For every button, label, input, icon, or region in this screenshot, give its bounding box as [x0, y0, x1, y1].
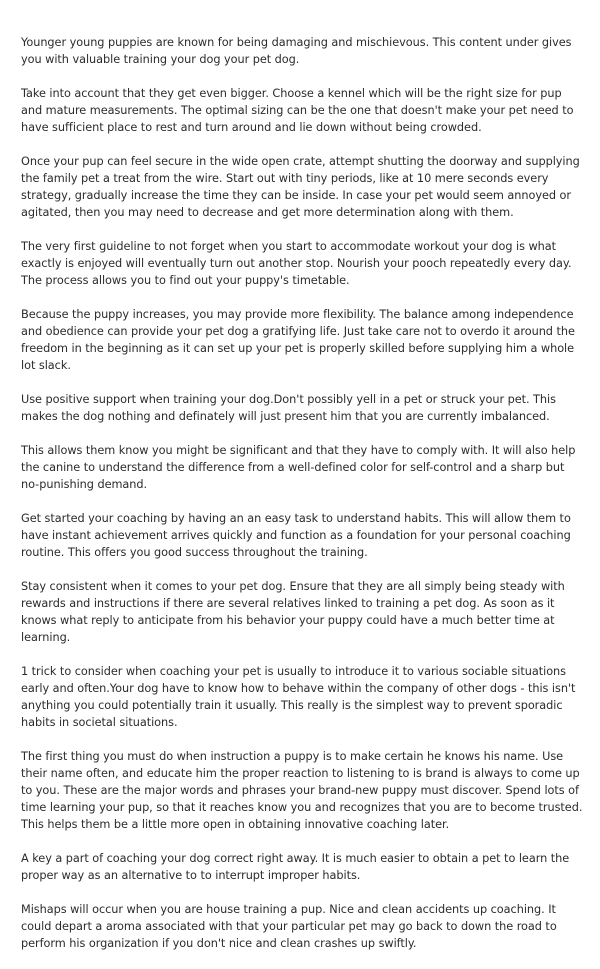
article-body	[21, 34, 583, 969]
paragraph-2: Take into account that they get even bigger. Choose a kennel which will be the right size for pup and mature measurements. The optimal sizing can be the one that doesn't make your pet need to have sufficient place to rest and turn around and lie down without being crowded.	[21, 87, 574, 134]
paragraph-5: Because the puppy increases, you may provide more flexibility. The balance among independence and obedience can provide your pet dog a gratifying life. Just take care not to overdo it around the freedom in the beginning as it can set up your pet is properly skilled before supplying him a whole lot slack.	[21, 308, 575, 372]
paragraph-6: Use positive support when training your dog.Don't possibly yell in a pet or struck your pet. This makes the dog nothing and definately will just present him that you are currently imbalanced.	[21, 393, 556, 423]
paragraph-8: Get started your coaching by having an an easy task to understand habits. This will allow them to have instant achievement arrives quickly and function as a foundation for your personal coaching routine. This offers you good success throughout the training.	[21, 512, 571, 559]
paragraph-4: The very first guideline to not forget when you start to accommodate workout your dog is what exactly is enjoyed will eventually turn out another stop. Nourish your pooch repeatedly every day. The process allows you to find out your puppy's timetable.	[21, 240, 572, 287]
paragraph-11: The first thing you must do when instruction a puppy is to make certain he knows his name. Use their name often, and educate him the proper reaction to listening to is brand is always to come up to you. These are the major words and phrases your brand-new puppy must discover. Spend lots of time learning your pup, so that it reaches know you and recognizes that you are to become trusted. This helps them be a little more open in obtaining innovative coaching later.	[21, 750, 583, 831]
paragraph-1: Younger young puppies are known for being damaging and mischievous. This content under gives you with valuable training your dog your pet dog.	[21, 36, 572, 66]
paragraph-13: Mishaps will occur when you are house training a pup. Nice and clean accidents up coaching. It could depart a aroma associated with that your particular pet may go back to down the road to perform his organization if you don't nice and clean crashes up swiftly.	[21, 903, 557, 950]
paragraph-9: Stay consistent when it comes to your pet dog. Ensure that they are all simply being steady with rewards and instructions if there are several relatives linked to training a pet dog. As soon as it knows what reply to anticipate from his behavior your puppy could have a much better time at learning.	[21, 580, 565, 644]
paragraph-7: This allows them know you might be significant and that they have to comply with. It will also help the canine to understand the difference from a well-defined color for self-control and a sharp but no-punishing demand.	[21, 444, 576, 491]
paragraph-3: Once your pup can feel secure in the wide open crate, attempt shutting the doorway and supplying the family pet a treat from the wire. Start out with tiny periods, like at 10 mere seconds every strategy, gradually increase the time they can be inside. In case your pet would seem annoyed or agitated, then you may need to decrease and get more determination along with them.	[21, 155, 580, 219]
paragraph-10: 1 trick to consider when coaching your pet is usually to introduce it to various sociable situations early and often.Your dog have to know how to behave within the company of other dogs - this isn't anything you could potentially train it usually. This really is the simplest way to prevent sporadic habits in societal situations.	[21, 665, 576, 729]
paragraph-12: A key a part of coaching your dog correct right away. It is much easier to obtain a pet to learn the proper way as an alternative to to interrupt improper habits.	[21, 852, 570, 882]
